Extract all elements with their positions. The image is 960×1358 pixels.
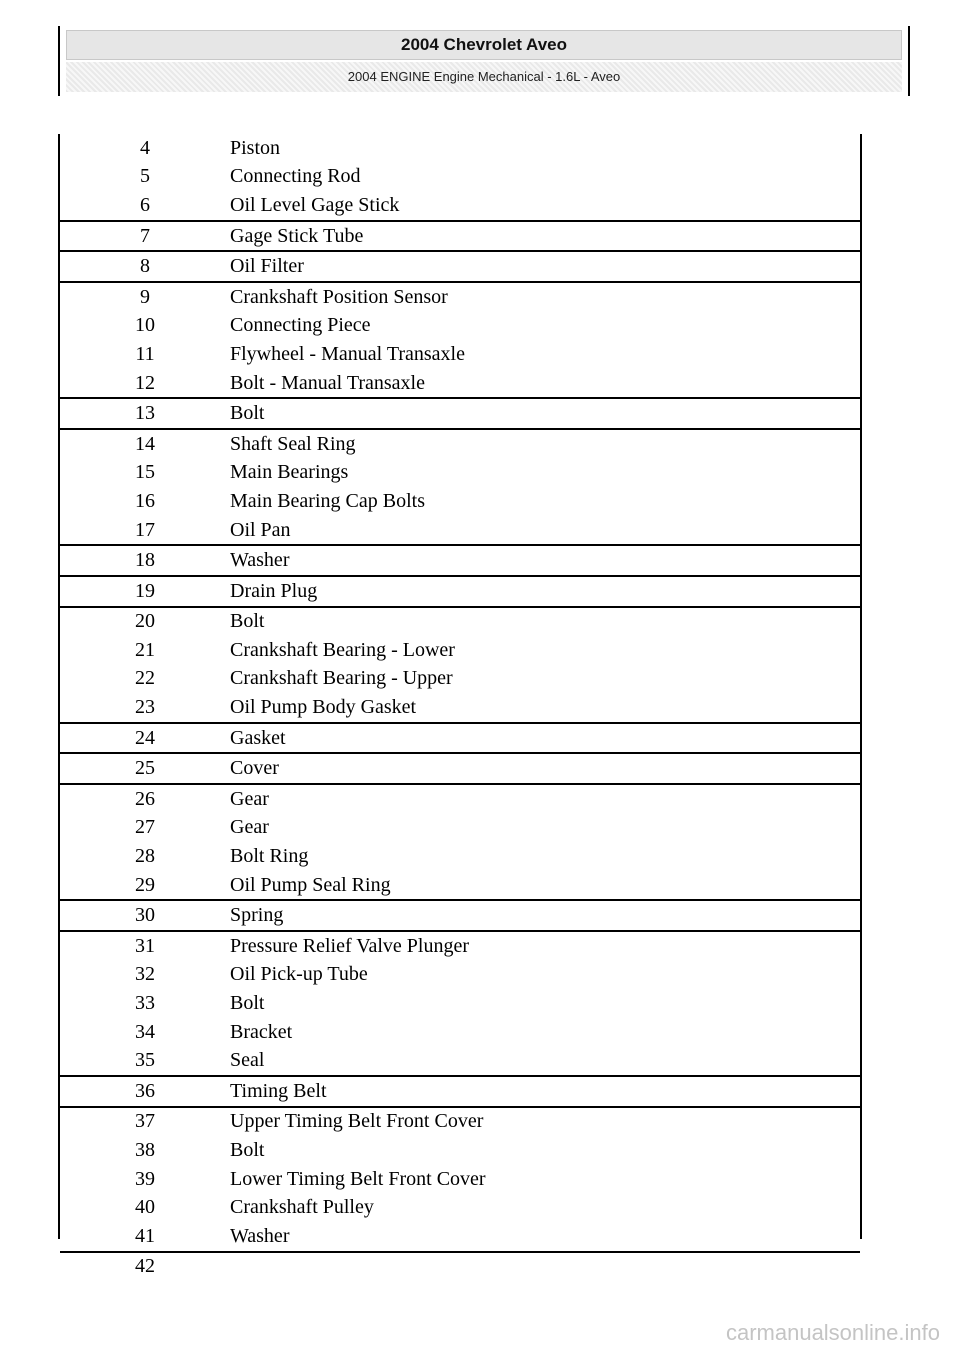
table-row [60,134,860,163]
part-number: 21 [135,638,155,661]
part-name: Upper Timing Belt Front Cover [230,1110,484,1133]
part-number: 12 [135,371,155,394]
table-row-group [60,1253,860,1282]
part-number: 16 [135,489,155,512]
table-row-group [60,901,860,932]
section-subtitle: 2004 ENGINE Engine Mechanical - 1.6L - Aveo [66,62,902,92]
table-row [60,1222,860,1251]
table-row [60,901,860,930]
part-name: Bolt [230,610,265,633]
table-row-group [60,577,860,608]
table-row-group [60,932,860,1077]
part-number: 10 [135,314,155,337]
table-row [60,546,860,575]
table-row [60,369,860,398]
part-name: Spring [230,904,284,927]
part-number: 32 [135,963,155,986]
table-row-group [60,399,860,430]
document-header [58,26,910,96]
table-row-group [60,754,860,785]
part-number: 4 [140,136,150,159]
table-row [60,430,860,459]
table-row-group [60,1108,860,1253]
table-row [60,516,860,545]
table-row [60,1046,860,1075]
table-row [60,459,860,488]
part-name: Oil Filter [230,255,304,278]
part-name: Crankshaft Pulley [230,1196,374,1219]
part-number: 8 [140,255,150,278]
table-row [60,487,860,516]
table-row [60,163,860,192]
table-row [60,724,860,753]
part-number: 15 [135,461,155,484]
part-number: 7 [140,224,150,247]
part-number: 17 [135,518,155,541]
part-name: Gear [230,816,269,839]
table-row-group [60,785,860,901]
part-number: 38 [135,1138,155,1161]
part-number: 31 [135,934,155,957]
part-number: 18 [135,549,155,572]
table-row [60,312,860,341]
part-number: 39 [135,1167,155,1190]
table-row [60,577,860,606]
watermark: carmanualsonline.info [725,1320,940,1345]
table-row [60,1165,860,1194]
table-row [60,1108,860,1137]
table-row [60,785,860,814]
part-name: Gear [230,787,269,810]
table-row [60,1018,860,1047]
part-number: 41 [135,1224,155,1247]
parts-table [58,134,862,1278]
part-name: Bolt [230,992,265,1015]
table-row [60,989,860,1018]
table-row-group [60,608,860,724]
part-name: Bracket [230,1020,293,1043]
table-row-group [60,546,860,577]
part-number: 29 [135,873,155,896]
table-row [60,252,860,281]
part-name: Oil Pick-up Tube [230,963,368,986]
part-name: Bolt [230,1138,265,1161]
part-name: Washer [230,1224,290,1247]
part-number: 37 [135,1110,155,1133]
part-name: Lower Timing Belt Front Cover [230,1167,486,1190]
part-number: 27 [135,816,155,839]
vehicle-title: 2004 Chevrolet Aveo [66,30,902,60]
part-name: Shaft Seal Ring [230,432,356,455]
part-number: 40 [135,1196,155,1219]
table-row [60,399,860,428]
part-name: Oil Pump Seal Ring [230,873,391,896]
part-number: 30 [135,904,155,927]
part-number: 22 [135,667,155,690]
part-number: 13 [135,402,155,425]
part-number: 35 [135,1049,155,1072]
part-name: Washer [230,549,290,572]
table-row-group [60,252,860,283]
part-name: Main Bearing Cap Bolts [230,489,425,512]
part-name: Seal [230,1049,265,1072]
part-number: 19 [135,579,155,602]
table-row-group [60,283,860,399]
table-row [60,1077,860,1106]
part-name: Connecting Piece [230,314,371,337]
part-name: Cover [230,757,279,780]
table-row [60,222,860,251]
part-number: 33 [135,992,155,1015]
table-row [60,814,860,843]
table-row [60,754,860,783]
part-number: 24 [135,726,155,749]
part-name: Gage Stick Tube [230,224,364,247]
table-row-group [60,222,860,253]
part-name: Bolt Ring [230,845,309,868]
part-name: Connecting Rod [230,165,361,188]
table-row [60,340,860,369]
part-number: 34 [135,1020,155,1043]
part-number: 23 [135,696,155,719]
part-number: 14 [135,432,155,455]
part-number: 9 [140,285,150,308]
table-row [60,932,860,961]
table-row-group [60,724,860,755]
part-name: Pressure Relief Valve Plunger [230,934,470,957]
part-number: 25 [135,757,155,780]
part-name: Piston [230,136,281,159]
part-number: 6 [140,193,150,216]
table-row [60,871,860,900]
part-number: 36 [135,1079,155,1102]
table-row [60,693,860,722]
table-row [60,1136,860,1165]
table-row-group [60,134,860,222]
part-name: Oil Level Gage Stick [230,193,400,216]
table-row-group [60,1077,860,1108]
part-name: Oil Pan [230,518,291,541]
table-row [60,842,860,871]
part-name: Gasket [230,726,286,749]
table-row [60,608,860,637]
part-number: 11 [135,342,155,365]
part-number: 20 [135,610,155,633]
part-name: Crankshaft Bearing - Upper [230,667,453,690]
table-row [60,1253,860,1282]
table-row-group [60,430,860,546]
table-row [60,283,860,312]
part-name: Bolt [230,402,265,425]
part-name: Flywheel - Manual Transaxle [230,342,465,365]
part-name: Timing Belt [230,1079,327,1102]
table-row [60,665,860,694]
part-name: Crankshaft Bearing - Lower [230,638,455,661]
part-name: Drain Plug [230,579,318,602]
part-number: 28 [135,845,155,868]
table-row [60,961,860,990]
table-row [60,191,860,220]
part-name: Bolt - Manual Transaxle [230,371,425,394]
part-name: Oil Pump Body Gasket [230,696,417,719]
part-name: Main Bearings [230,461,349,484]
table-row [60,636,860,665]
part-number: 42 [135,1255,155,1278]
part-number: 26 [135,787,155,810]
part-name: Crankshaft Position Sensor [230,285,448,308]
table-row [60,1193,860,1222]
part-number: 5 [140,165,150,188]
